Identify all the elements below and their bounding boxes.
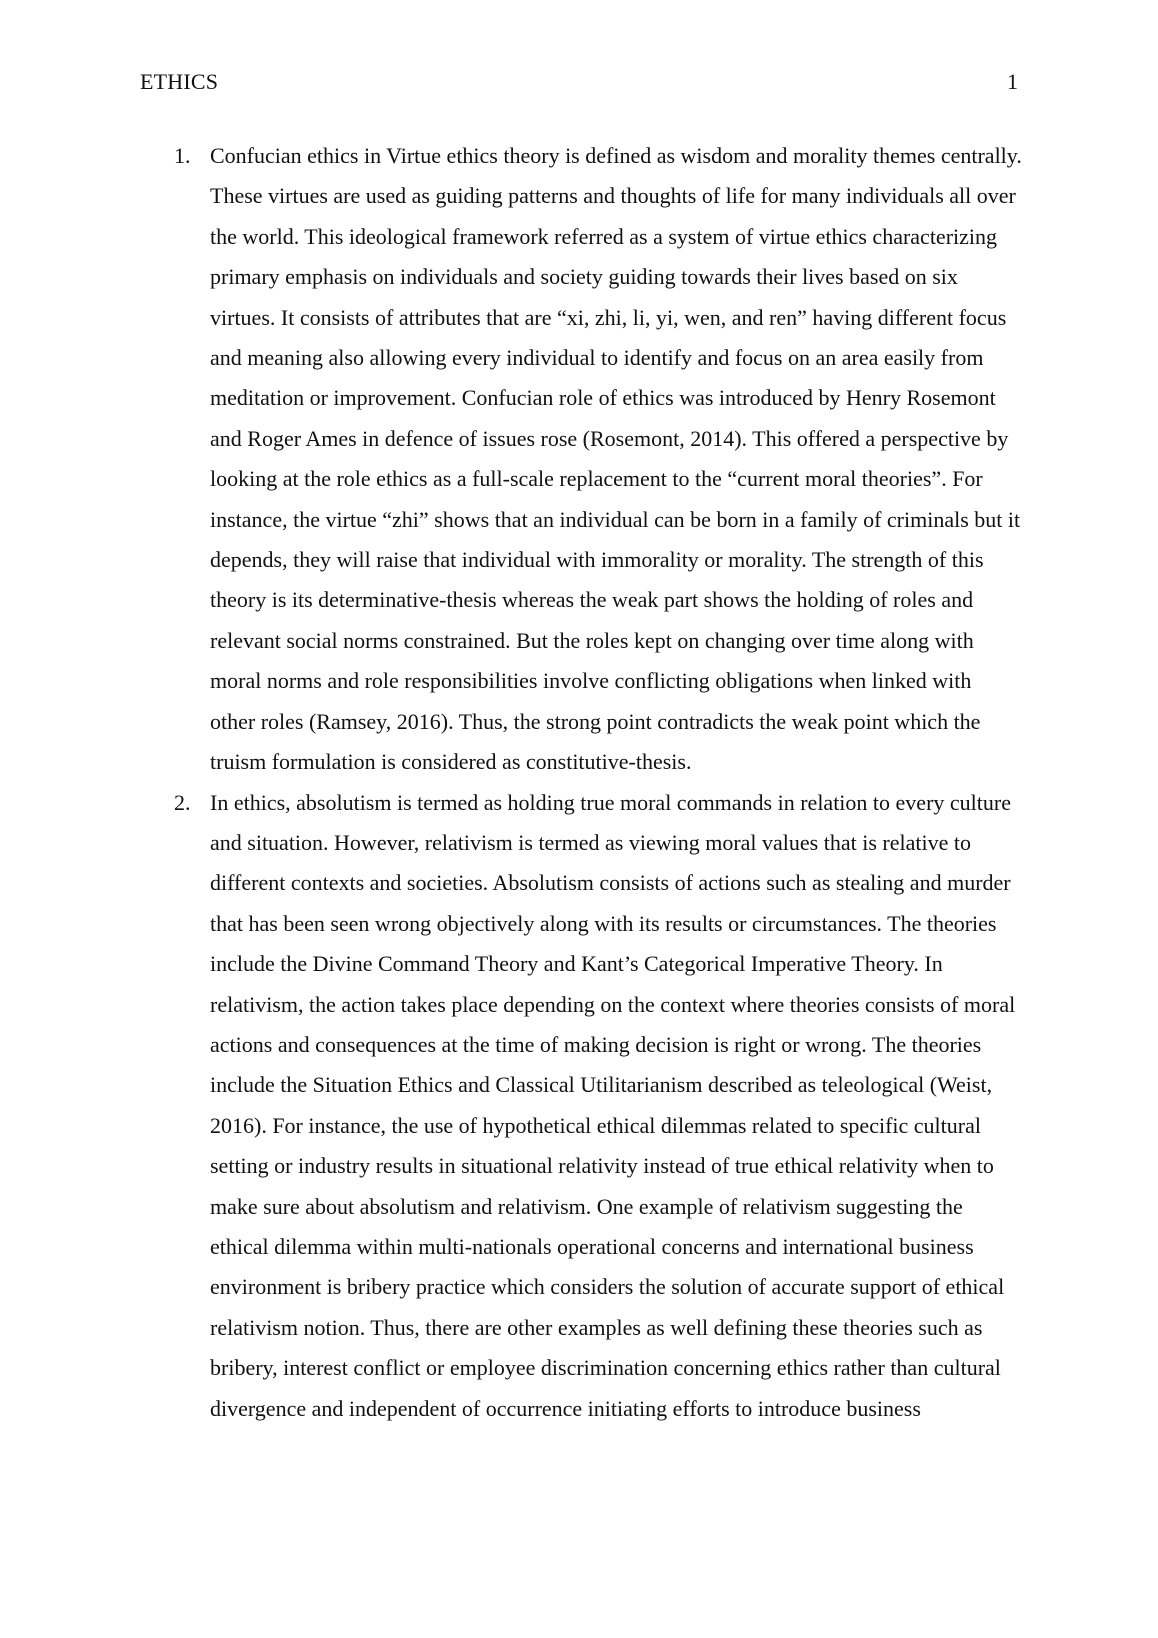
list-item-1 xyxy=(174,136,1022,783)
list-item-text: In ethics, absolutism is termed as holding true moral commands in relation to every culture and situation. However, relativism is termed as viewing moral values that is relative to different contexts and societies. Absolutism consists of actions such as stealing and murder that has been seen wrong objectively along with its results or circumstances. The theories include the Divine Command Theory and Kant’s Categorical Imperative Theory. In relativism, the action takes place depending on the context where theories consists of moral actions and consequences at the time of making decision is right or wrong. The theories include the Situation Ethics and Classical Utilitarianism described as teleological (Weist, 2016). For instance, the use of hypothetical ethical dilemmas related to specific cultural setting or industry results in situational relativity instead of true ethical relativity when to make sure about absolutism and relativism. One example of relativism suggesting the ethical dilemma within multi-nationals operational concerns and international business environment is bribery practice which considers the solution of accurate support of ethical relativism notion. Thus, there are other examples as well defining these theories such as bribery, interest conflict or employee discrimination concerning ethics rather than cultural divergence and independent of occurrence initiating efforts to introduce business xyxy=(210,789,1016,1421)
numbered-list xyxy=(174,136,1022,1429)
list-item-2 xyxy=(174,783,1022,1430)
list-item-text: Confucian ethics in Virtue ethics theory is defined as wisdom and morality themes centrally. These virtues are used as guiding patterns and thoughts of life for many individuals all over the world. This ideological framework referred as a system of virtue ethics characterizing primary emphasis on individuals and society guiding towards their lives based on six virtues. It consists of attributes that are “xi, zhi, li, yi, wen, and ren” having different focus and meaning also allowing every individual to identify and focus on an area easily from meditation or improvement. Confucian role of ethics was introduced by Henry Rosemont and Roger Ames in defence of issues rose (Rosemont, 2014). This offered a perspective by looking at the role ethics as a full-scale replacement to the “current moral theories”. For instance, the virtue “zhi” shows that an individual can be born in a family of criminals but it depends, they will raise that individual with immorality or morality. The strength of this theory is its determinative-thesis whereas the weak part shows the holding of roles and relevant social norms constrained. But the roles kept on changing over time along with moral norms and role responsibilities involve conflicting obligations when linked with other roles (Ramsey, 2016). Thus, the strong point contradicts the weak point which the truism formulation is considered as constitutive-thesis. xyxy=(210,143,1022,775)
page-number: 1 xyxy=(1007,69,1018,94)
list-item-number: 1. xyxy=(174,143,191,168)
running-head: ETHICS xyxy=(140,69,219,94)
list-item-number: 2. xyxy=(174,789,191,815)
